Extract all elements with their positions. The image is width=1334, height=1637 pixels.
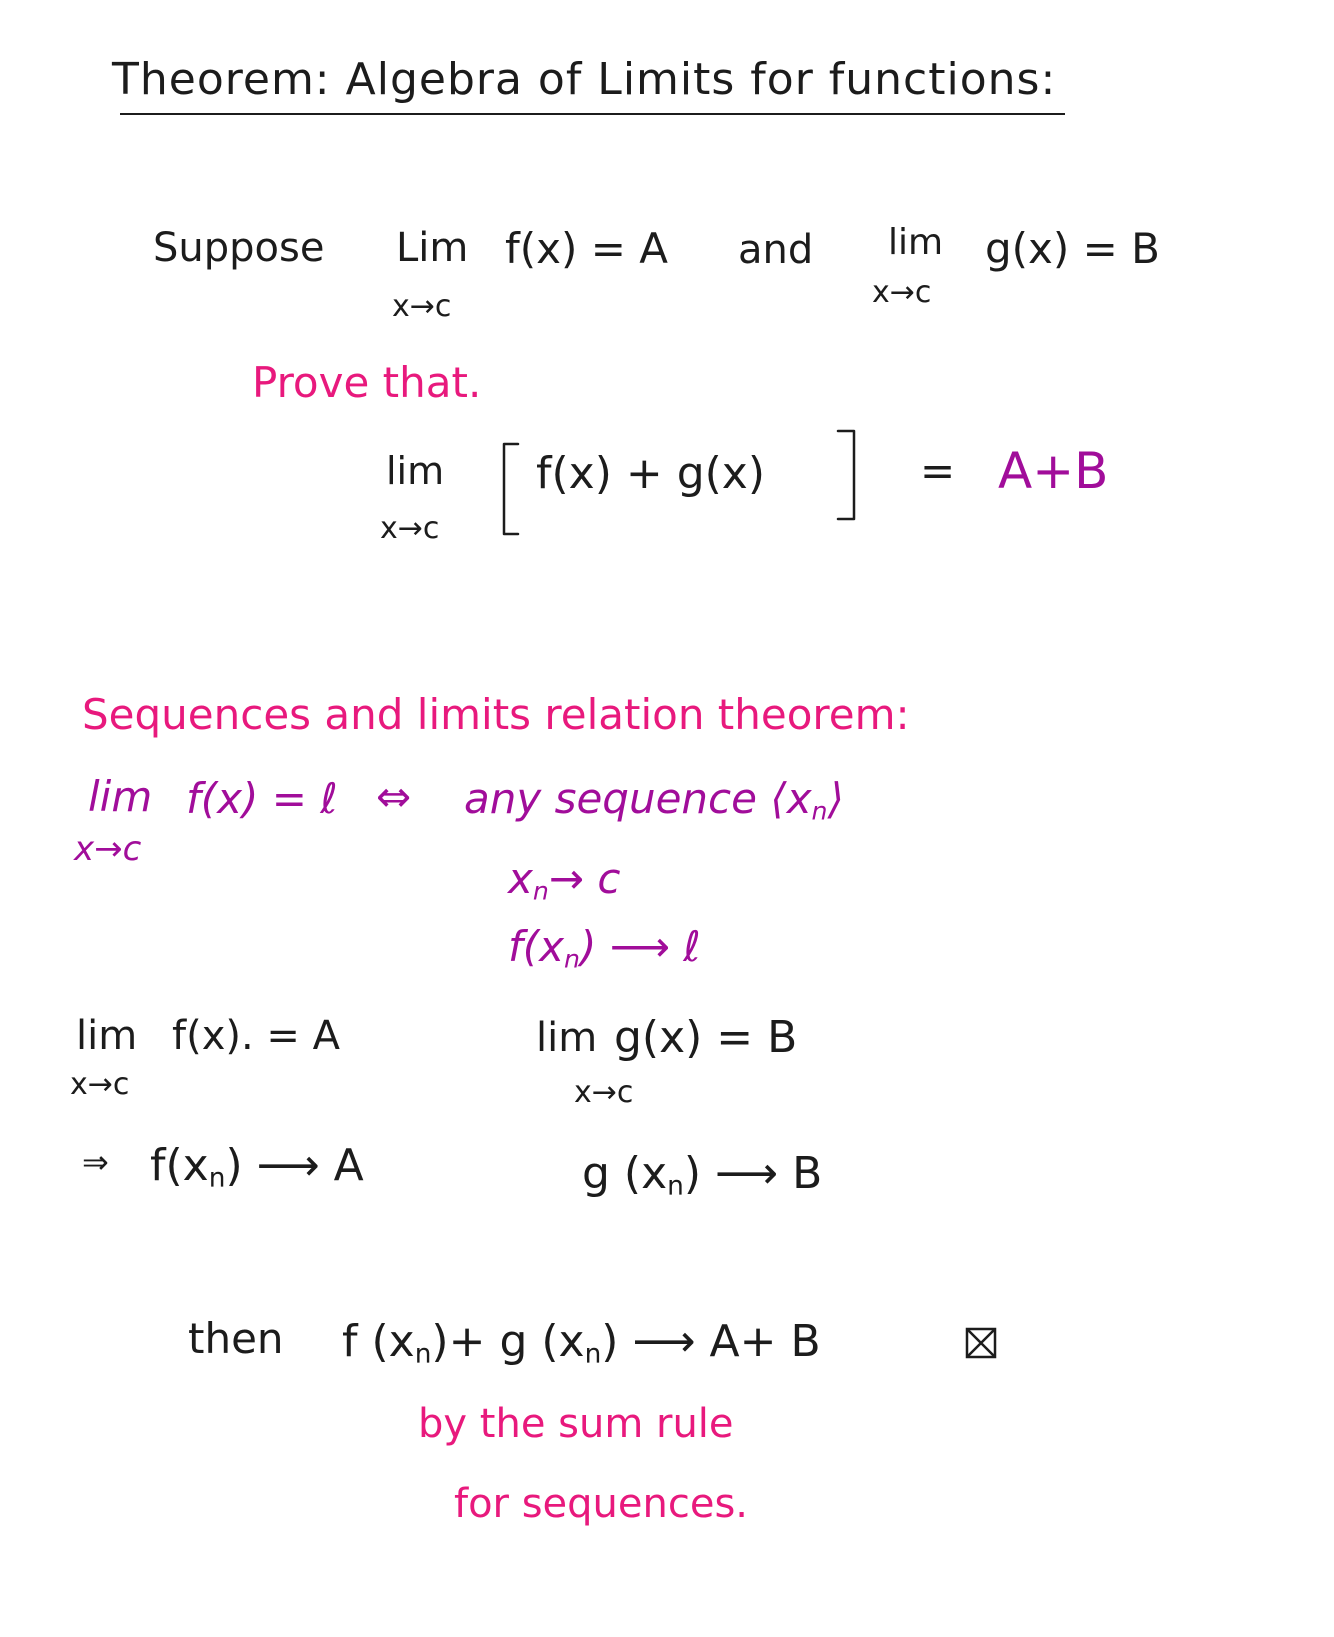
concl-sub-a: n [414,1338,432,1370]
sum-rule-note-line2: for sequences. [454,1481,749,1527]
cond2-start: f(x [508,922,565,971]
lim-f-subscript: x→c [392,289,452,324]
concl-part-a: f (x [342,1316,415,1367]
lim-g-subscript: x→c [872,275,932,310]
cond1-x: x [508,854,533,903]
app-right-expression: g(x) = B [614,1012,798,1063]
seq-condition-2 [508,922,701,974]
app-right-lim: lim [536,1015,598,1061]
title-underline [120,113,1065,115]
prove-that-label: Prove that. [252,358,482,407]
app-right-sequence [582,1148,823,1202]
concl-sub-b: n [584,1338,602,1370]
left-bracket-icon [494,440,524,540]
seq-condition-1 [508,854,621,906]
seq-lim-label: lim [88,772,153,821]
conclusion-expression [342,1316,821,1370]
g-limit-expression: g(x) = B [985,224,1160,273]
result-a-plus-b: A+B [998,442,1109,500]
app-left-lim: lim [76,1013,138,1059]
app-right-subscript: x→c [574,1075,634,1110]
lim-g-label: lim [888,222,944,263]
equals-sign: = [920,446,956,495]
app-left-implies: ⇒ [82,1143,109,1181]
iff-arrow-icon: ⇔ [376,772,412,821]
seq-rhs-end: ⟩ [827,774,844,823]
seq-rhs-expression [464,774,844,826]
then-word: then [188,1314,284,1363]
f-limit-expression: f(x) = A [505,224,669,273]
lim-f-label: Lim [396,225,469,271]
sequence-theorem-heading: Sequences and limits relation theorem: [82,690,910,739]
app-left-sequence [150,1140,364,1194]
cond1-subscript: n [532,876,549,906]
page-title: Theorem: Algebra of Limits for functions: [112,54,1057,105]
concl-part-b: )+ g (x [431,1316,585,1367]
app-right-seq-rest: ) ⟶ B [683,1148,823,1199]
right-bracket-icon [832,425,862,525]
sum-expression: f(x) + g(x) [536,448,766,499]
suppose-label: Suppose [153,225,325,271]
app-left-seq-rest: ) ⟶ A [225,1140,364,1191]
app-left-seq-start: f(x [150,1140,209,1191]
seq-lhs-expression: f(x) = ℓ [186,774,338,823]
app-left-expression: f(x). = A [172,1013,340,1059]
seq-rhs-text: any sequence ⟨x [464,774,812,823]
app-left-subscript: x→c [70,1067,130,1102]
seq-lim-subscript: x→c [74,829,142,869]
prove-lim-subscript: x→c [380,511,440,546]
seq-rhs-subscript: n [811,796,828,826]
concl-part-c: ) ⟶ A+ B [601,1316,821,1367]
cond2-subscript: n [564,944,580,974]
and-word: and [738,227,814,273]
app-right-seq-start: g (x [582,1148,668,1199]
app-left-seq-sub: n [208,1162,226,1194]
crossed-box-icon [964,1326,998,1360]
prove-lim-label: lim [386,449,445,493]
cond1-rest: → c [548,854,621,903]
cond2-rest: ) ⟶ ℓ [580,922,701,971]
app-right-seq-sub: n [667,1170,684,1202]
sum-rule-note-line1: by the sum rule [418,1401,734,1447]
